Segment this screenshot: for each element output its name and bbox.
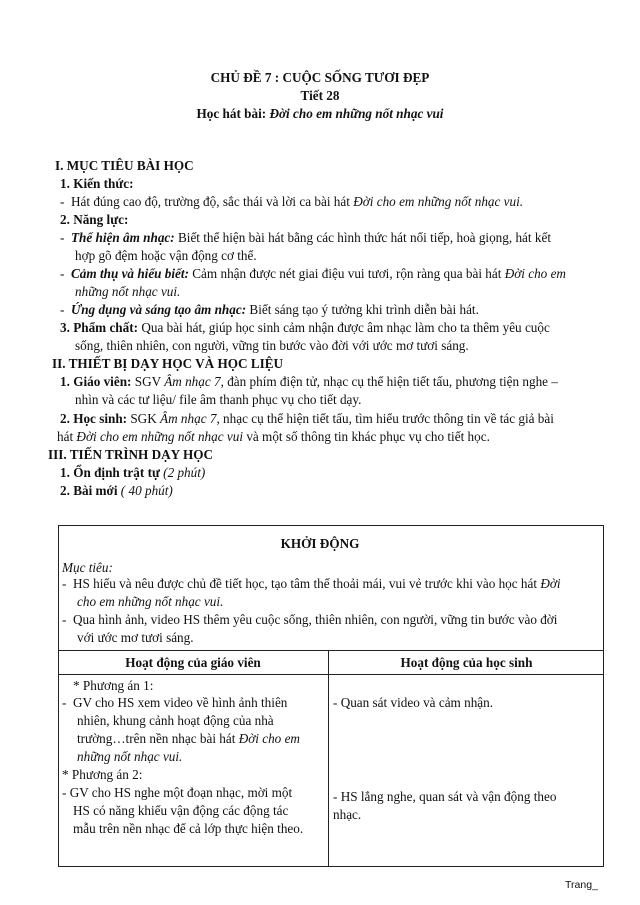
bullet-dash: - — [62, 576, 73, 591]
bullet-dash: - — [62, 612, 73, 627]
page-footer: Trang_ — [565, 879, 598, 891]
hs-activity-1: - Quan sát video và cảm nhận. — [333, 695, 494, 710]
goal2-cont: với ước mơ tươi sáng. — [77, 630, 194, 645]
on-dinh-line: 1. Ổn định trật tự (2 phút) — [60, 465, 206, 480]
goal1-cont: cho em những nốt nhạc vui. — [77, 594, 224, 609]
bullet-dash: - — [60, 302, 71, 317]
nang-luc-item2: - Cảm thụ và hiểu biết: Cảm nhận được nét giai điệu vui tươi, rộn ràng qua bài hát Đời cho em — [60, 266, 566, 281]
bullet-dash: - — [60, 194, 71, 209]
song-prefix: Học hát bài: — [196, 106, 270, 121]
nang-luc-item1-cont: hợp gõ đệm hoặc vận động cơ thể. — [75, 248, 257, 263]
bullet-dash: - — [60, 230, 71, 245]
hs-activity-2-line1: - HS lắng nghe, quan sát và vận động theo — [333, 789, 557, 804]
nang-luc-item3: - Ứng dụng và sáng tạo âm nhạc: Biết sáng tạo ý tưởng khi trình diễn bài hát. — [60, 302, 479, 317]
bullet-dash: - — [60, 266, 71, 281]
pa2-line1: - GV cho HS nghe một đoạn nhạc, mời một — [62, 785, 293, 800]
pa1-line3: trường…trên nền nhạc bài hát Đời cho em — [77, 731, 300, 746]
pa1-line1: - GV cho HS xem video về hình ảnh thiên — [62, 695, 288, 710]
nang-luc-item2-cont: những nốt nhạc vui. — [75, 284, 181, 299]
giao-vien-line: 1. Giáo viên: SGV Âm nhạc 7, đàn phím điện tử, nhạc cụ thể hiện tiết tấu, phương tiện nghe – — [60, 374, 558, 389]
pa2-line2: HS có năng khiếu vận động các động tác — [73, 803, 289, 818]
muc-tieu-label: Mục tiêu: — [62, 560, 113, 575]
section2-heading: II. THIẾT BỊ DẠY HỌC VÀ HỌC LIỆU — [52, 356, 284, 371]
phuong-an-2: * Phương án 2: — [62, 767, 143, 782]
section3-heading: III. TIẾN TRÌNH DẠY HỌC — [48, 447, 214, 462]
kien-thuc-line: - Hát đúng cao độ, trường độ, sắc thái và lời ca bài hát Đời cho em những nốt nhạc vui. — [60, 194, 524, 209]
table-row-divider — [58, 650, 604, 651]
pham-chat: 3. Phẩm chất: Qua bài hát, giúp học sinh cảm nhận được âm nhạc làm cho ta thêm yêu cuộc — [60, 320, 550, 335]
goal1-line: - HS hiểu và nêu được chủ đề tiết học, tạo tâm thế thoải mái, vui vẻ trước khi vào học hát Đời — [62, 576, 561, 591]
pa2-line3: mẫu trên nền nhạc để cả lớp thực hiện theo. — [73, 821, 304, 836]
kien-thuc-label: 1. Kiến thức: — [60, 176, 134, 191]
section1-heading: I. MỤC TIÊU BÀI HỌC — [55, 158, 194, 173]
table-row-divider — [58, 674, 604, 675]
pa1-line2: nhiên, khung cảnh hoạt động của nhà — [77, 713, 274, 728]
bullet-dash: - — [62, 695, 73, 710]
pham-chat-cont: sống, thiên nhiên, con người, vững tin bước vào đời với ước mơ tươi sáng. — [75, 338, 469, 353]
nang-luc-item1: - Thể hiện âm nhạc: Biết thể hiện bài hát bằng các hình thức hát nối tiếp, hoà giọng, hát kết — [60, 230, 551, 245]
bai-moi-line: 2. Bài mới ( 40 phút) — [60, 483, 173, 498]
topic-title: CHỦ ĐỀ 7 : CUỘC SỐNG TƯƠI ĐẸP — [210, 70, 430, 85]
lesson-number: Tiết 28 — [300, 88, 340, 103]
phuong-an-1: * Phương án 1: — [73, 678, 154, 693]
col-header-student: Hoạt động của học sinh — [400, 655, 533, 670]
song-heading — [0, 106, 640, 122]
table-title: KHỞI ĐỘNG — [280, 536, 360, 551]
song-title: Đời cho em những nốt nhạc vui — [269, 106, 444, 121]
nang-luc-label: 2. Năng lực: — [60, 212, 129, 227]
table-col-divider — [328, 650, 329, 866]
col-header-teacher: Hoạt động của giáo viên — [125, 655, 261, 670]
hoc-sinh-line: 2. Học sinh: SGK Âm nhạc 7, nhạc cụ thể hiện tiết tấu, tìm hiểu trước thông tin về tác giả bài — [60, 411, 554, 426]
hs-activity-2-line2: nhạc. — [333, 807, 362, 822]
giao-vien-cont: nhìn và các tư liệu/ file âm thanh phục vụ cho tiết dạy. — [75, 392, 362, 407]
hoc-sinh-cont: hát Đời cho em những nốt nhạc vui và một số thông tin khác phục vụ cho tiết học. — [57, 429, 490, 444]
pa1-line4: những nốt nhạc vui. — [77, 749, 183, 764]
goal2-line: - Qua hình ảnh, video HS thêm yêu cuộc sống, thiên nhiên, con người, vững tin bước vào đời — [62, 612, 558, 627]
